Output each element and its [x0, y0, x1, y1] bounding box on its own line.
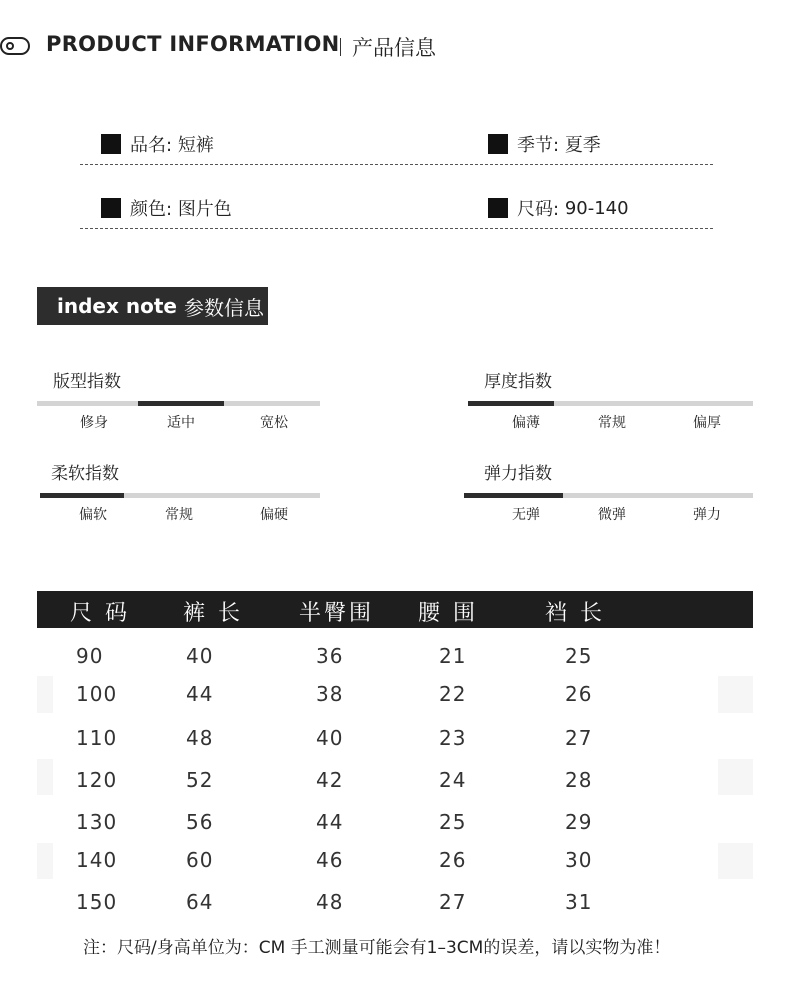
page-title-en: PRODUCT INFORMATION	[46, 32, 340, 56]
table-cell: 48	[316, 890, 344, 914]
table-cell: 25	[439, 810, 467, 834]
measurement-note: 注：尺码/身高单位为：CM 手工测量可能会有1–3CM的误差，请以实物为准！	[83, 938, 671, 958]
table-cell: 31	[565, 890, 593, 914]
info-product-name	[101, 131, 214, 157]
table-cell: 140	[76, 848, 118, 872]
info-size	[488, 195, 629, 221]
table-cell: 28	[565, 768, 593, 792]
table-cell: 24	[439, 768, 467, 792]
divider	[80, 228, 713, 229]
table-cell: 27	[565, 726, 593, 750]
bullet-square-icon	[488, 134, 508, 154]
table-cell: 22	[439, 682, 467, 706]
table-cell: 64	[186, 890, 214, 914]
scale-option: 偏厚	[693, 415, 721, 431]
scale-highlight	[138, 401, 224, 406]
toggle-icon	[0, 37, 30, 55]
table-cell: 150	[76, 890, 118, 914]
scale-option: 弹力	[693, 507, 721, 523]
table-cell: 90	[76, 644, 104, 668]
table-cell: 52	[186, 768, 214, 792]
table-header-length: 裤 长	[183, 601, 243, 626]
title-divider	[340, 38, 341, 56]
table-header-waist: 腰 围	[418, 601, 478, 626]
page-title-cn: 产品信息	[352, 36, 436, 60]
table-cell: 46	[316, 848, 344, 872]
row-shade	[37, 676, 53, 713]
divider	[80, 164, 713, 165]
info-color	[101, 195, 232, 221]
scale-highlight	[464, 493, 563, 498]
info-value: 图片色	[177, 199, 232, 220]
table-cell: 100	[76, 682, 118, 706]
row-shade	[37, 759, 53, 795]
info-label: 季节:	[517, 135, 560, 156]
row-shade	[37, 843, 53, 879]
scale-option: 偏硬	[260, 507, 288, 523]
info-season	[488, 131, 601, 157]
scale-option: 微弹	[598, 507, 626, 523]
table-header-rise: 裆 长	[545, 601, 605, 626]
table-cell: 26	[565, 682, 593, 706]
scale-option: 偏软	[79, 507, 107, 523]
table-cell: 25	[565, 644, 593, 668]
scale-title-elasticity: 弹力指数	[484, 464, 552, 484]
table-cell: 36	[316, 644, 344, 668]
table-cell: 44	[316, 810, 344, 834]
scale-title-thickness: 厚度指数	[484, 372, 552, 392]
bullet-square-icon	[488, 198, 508, 218]
scale-option: 常规	[598, 415, 626, 431]
table-cell: 44	[186, 682, 214, 706]
table-cell: 56	[186, 810, 214, 834]
scale-highlight	[40, 493, 124, 498]
table-cell: 21	[439, 644, 467, 668]
table-cell: 120	[76, 768, 118, 792]
table-cell: 30	[565, 848, 593, 872]
table-cell: 38	[316, 682, 344, 706]
table-cell: 42	[316, 768, 344, 792]
table-cell: 48	[186, 726, 214, 750]
row-shade	[718, 759, 753, 795]
table-cell: 29	[565, 810, 593, 834]
index-note-tag	[37, 287, 268, 325]
scale-option: 常规	[165, 507, 193, 523]
info-value: 夏季	[564, 135, 601, 156]
info-value: 短裤	[177, 135, 214, 156]
table-cell: 60	[186, 848, 214, 872]
bullet-square-icon	[101, 134, 121, 154]
table-cell: 23	[439, 726, 467, 750]
table-cell: 130	[76, 810, 118, 834]
index-note-en: index note	[57, 294, 177, 318]
scale-option: 宽松	[260, 415, 288, 431]
scale-option: 无弹	[512, 507, 540, 523]
scale-highlight	[468, 401, 554, 406]
info-label: 颜色:	[130, 199, 173, 220]
row-shade	[718, 676, 753, 713]
size-table-header	[37, 591, 753, 628]
table-header-size: 尺 码	[70, 601, 130, 626]
scale-title-softness: 柔软指数	[51, 464, 119, 484]
info-label: 尺码:	[517, 199, 560, 220]
scale-option: 适中	[167, 415, 195, 431]
info-value: 90-140	[564, 197, 629, 219]
row-shade	[718, 843, 753, 879]
scale-option: 偏薄	[512, 415, 540, 431]
table-cell: 26	[439, 848, 467, 872]
table-header-hip: 半臀围	[299, 601, 375, 626]
scale-title-fit: 版型指数	[53, 372, 121, 392]
table-cell: 40	[316, 726, 344, 750]
scale-option: 修身	[80, 415, 108, 431]
table-cell: 40	[186, 644, 214, 668]
cropped-text-fragment	[652, 980, 704, 988]
table-cell: 27	[439, 890, 467, 914]
index-note-cn: 参数信息	[183, 295, 264, 320]
info-label: 品名:	[130, 135, 173, 156]
table-cell: 110	[76, 726, 118, 750]
bullet-square-icon	[101, 198, 121, 218]
